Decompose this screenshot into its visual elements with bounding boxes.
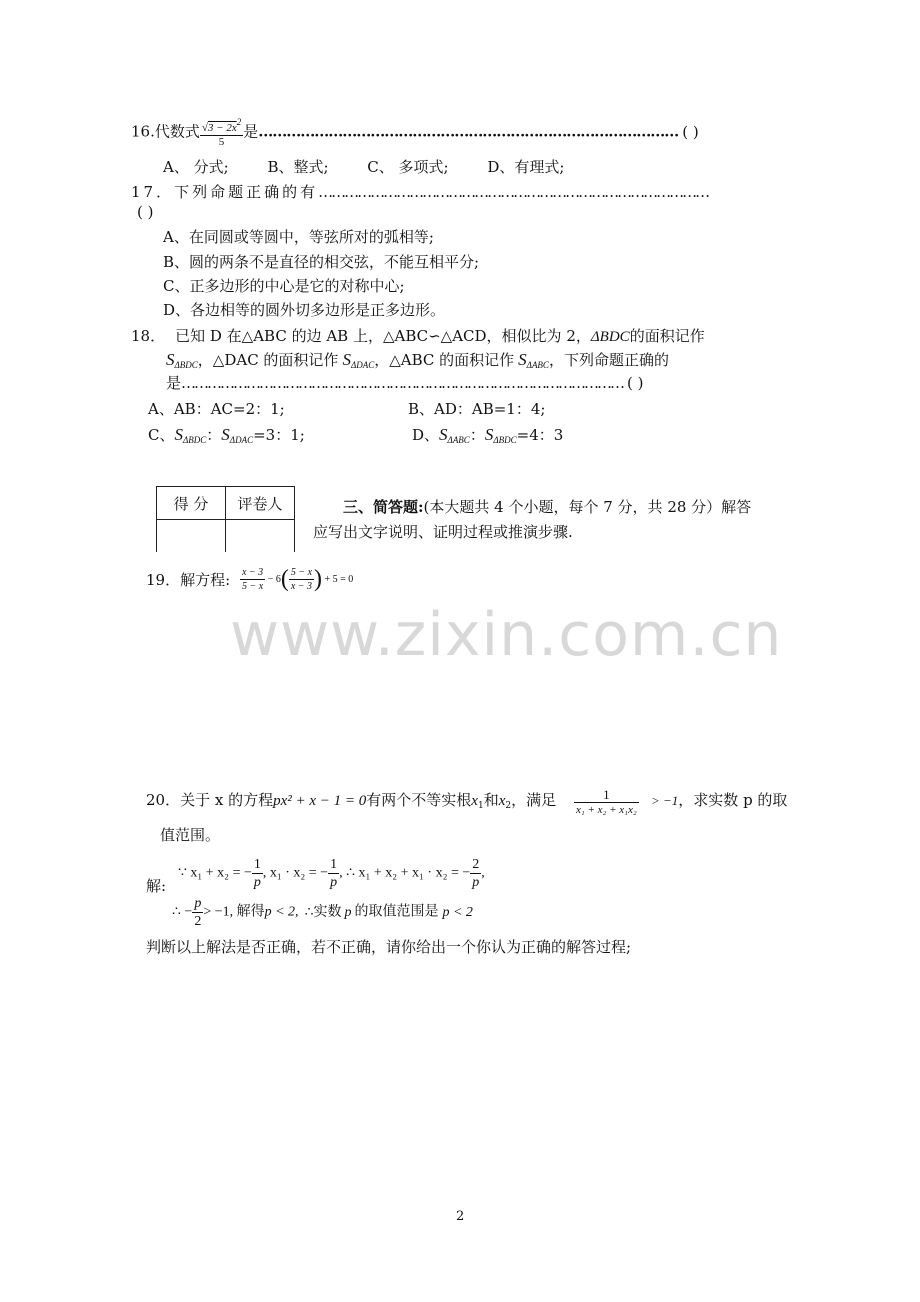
q18-option-c-s1-sub: ΔBDC: [182, 435, 207, 445]
score-table: [156, 486, 295, 552]
q18-option-d-s2: S: [484, 425, 494, 444]
q20-line1-end: [651, 790, 787, 811]
q16-option-b: B、整式;: [267, 158, 329, 176]
q18-stem-part2: 的面积记作: [629, 327, 705, 345]
q18-option-c: [148, 425, 305, 450]
q16-radicand: 3 − 2x: [207, 122, 237, 134]
q18-option-d-s1: S: [439, 425, 448, 444]
q18-option-d-s1-sub: ΔABC: [447, 435, 470, 445]
q19-fraction1: $\frac{x - 3}{5 - x}$: [242, 567, 264, 592]
q18-stem-part3: ，△DAC 的面积记作: [197, 351, 339, 369]
q18-area-s-bdc-sub: ΔBDC: [174, 360, 198, 370]
q20-x2: x: [498, 793, 506, 809]
q16-answer-blank: ( ): [682, 122, 699, 141]
q20-condition-fraction: $\frac{1}{\text{x₁ + x₂ + x₁x₂}}$: [576, 787, 637, 816]
q20-greater-than: > −1: [651, 793, 679, 808]
q19-equation: $\frac{x - 3}{5 - x}$ − 6( $\frac{5 - x}{x - 3}$ ) + 5 = 0: [242, 566, 354, 592]
q16-tail: 是: [243, 122, 259, 141]
q18-area-s-bdc: S: [166, 350, 175, 369]
q16-dots: ………………………………………………………………………………: [258, 122, 679, 141]
q19-tail: + 5 = 0: [324, 573, 354, 585]
q16-option-c: C、 多项式;: [367, 158, 449, 176]
score-label: 得 分: [157, 487, 226, 520]
q18-area-s-dac: S: [342, 350, 351, 369]
grader-label: 评卷人: [226, 487, 295, 520]
section3-line1: [343, 497, 751, 517]
q18-option-c-colon: ：: [206, 426, 222, 444]
q19-fraction2: $\frac{5 - x}{x - 3}$: [290, 567, 313, 592]
page-number: 2: [456, 1209, 465, 1224]
q17-option-c: C、正多边形的中心是它的对称中心;: [163, 277, 405, 295]
q16-options: [163, 157, 564, 177]
q17-answer-blank: ( ): [137, 203, 154, 221]
q16-number: 16.代数式: [131, 122, 200, 141]
q20-label: 20．关于 x 的方程: [146, 791, 274, 809]
q16-exponent: 2: [236, 117, 242, 127]
q20-solution-line1: ∵ x₁ + x₂ = − $\frac{1}{p}$ , x₁ · x₂ = − $\frac{1}{p}$ , ∴ x₁ + x₂ + x₁ · x₂ = − $\frac{2}{p}$ ,: [178, 857, 485, 890]
q18-answer-blank: ( ): [627, 374, 644, 392]
q18-stem-part4: ，△ABC 的面积记作: [374, 351, 515, 369]
section3-desc2: 应写出文字说明、证明过程或推演步骤.: [313, 523, 573, 541]
q18-option-b: B、AD：AB=1：4;: [408, 400, 546, 418]
q18-option-d-label: D、: [412, 426, 440, 444]
q16-expression: $\frac{√3 - 2x^2}{5}$: [201, 117, 242, 148]
q18-option-d-s2-sub: ΔBDC: [493, 435, 517, 445]
q19-label: 19．解方程:: [146, 571, 231, 589]
q18-stem-part5: ，下列命题正确的: [548, 351, 669, 369]
q19-line: [146, 570, 230, 590]
q18-line3: [166, 373, 644, 393]
q20-line2: 值范围。: [160, 826, 221, 844]
q18-triangle-bdc: ΔBDC: [590, 329, 630, 345]
q18-option-c-s2-sub: ΔDAC: [229, 435, 254, 445]
q16-line: [131, 116, 699, 149]
q20-line1: 20．关于 x 的方程px² + x − 1 = 0有两个不等实根$x_1$和$x_2$，满足: [146, 791, 557, 811]
section3-desc1: (本大题共 4 个小题，每个 7 分，共 28 分）解答: [423, 498, 752, 516]
q18-dots: …………………………………………………………………………………………: [181, 374, 624, 392]
q18-area-s-abc: S: [518, 350, 527, 369]
q18-option-d: [412, 425, 563, 450]
q18-option-c-s2: S: [221, 425, 230, 444]
q20-solution-line2: ∴ − $\frac{p}{2}$ > −1, 解得p < 2, ∴实数 p 的取值范围是 p < 2: [172, 896, 473, 929]
section3-title: 三、简答题:: [343, 498, 424, 516]
q16-option-a: A、 分式;: [163, 158, 229, 176]
q18-stem-part1: 已知 D 在△ABC 的边 AB 上，△ABC∽△ACD，相似比为 2，: [175, 327, 591, 345]
q18-option-c-ratio: =3：1;: [253, 426, 305, 444]
q17-option-d: D、各边相等的圆外切多边形是正多边形。: [163, 301, 446, 319]
q20-condition-text: ，满足: [511, 791, 557, 809]
q20-solution-label: 解:: [146, 877, 167, 895]
watermark: www.zixin.com.cn: [230, 600, 783, 670]
q18-area-s-dac-sub: ΔDAC: [350, 360, 375, 370]
q18-number: 18．: [131, 327, 166, 345]
q17-option-b: B、圆的两条不是直径的相交弦，不能互相平分;: [163, 253, 480, 271]
q18-option-c-label: C、: [148, 426, 175, 444]
q18-line2: [166, 350, 669, 375]
q16-denominator: 5: [200, 135, 243, 149]
q17-stem: [131, 182, 708, 202]
q20-equation: px² + x − 1 = 0: [273, 793, 367, 809]
q17-stem-text: 17．下列命题正确的有: [131, 183, 319, 201]
q18-option-c-s1: S: [174, 425, 183, 444]
grader-cell[interactable]: [226, 520, 295, 553]
q17-dots: ………………………………………………………………………………: [318, 183, 709, 201]
q20-x1: x: [471, 793, 478, 809]
q18-line1: [131, 326, 705, 347]
q18-option-a: A、AB：AC=2：1;: [148, 400, 285, 418]
q18-option-d-colon: ：: [469, 426, 485, 444]
q20-instruction: 判断以上解法是否正确，若不正确，请你给出一个你认为正确的解答过程;: [146, 938, 632, 956]
q18-stem-part6: 是: [166, 374, 182, 392]
q20-mid-text: 有两个不等实根: [366, 791, 472, 809]
q20-and: 和: [483, 791, 499, 809]
q20-rest-text: ，求实数 p 的取: [678, 791, 788, 809]
score-cell[interactable]: [157, 520, 226, 553]
q19-minus-six: − 6: [267, 573, 281, 585]
q17-option-a: A、在同圆或等圆中，等弦所对的弧相等;: [163, 228, 434, 246]
q18-option-d-ratio: =4：3: [516, 426, 564, 444]
q16-option-d: D、有理式;: [487, 158, 565, 176]
q18-area-s-abc-sub: ΔABC: [526, 360, 549, 370]
